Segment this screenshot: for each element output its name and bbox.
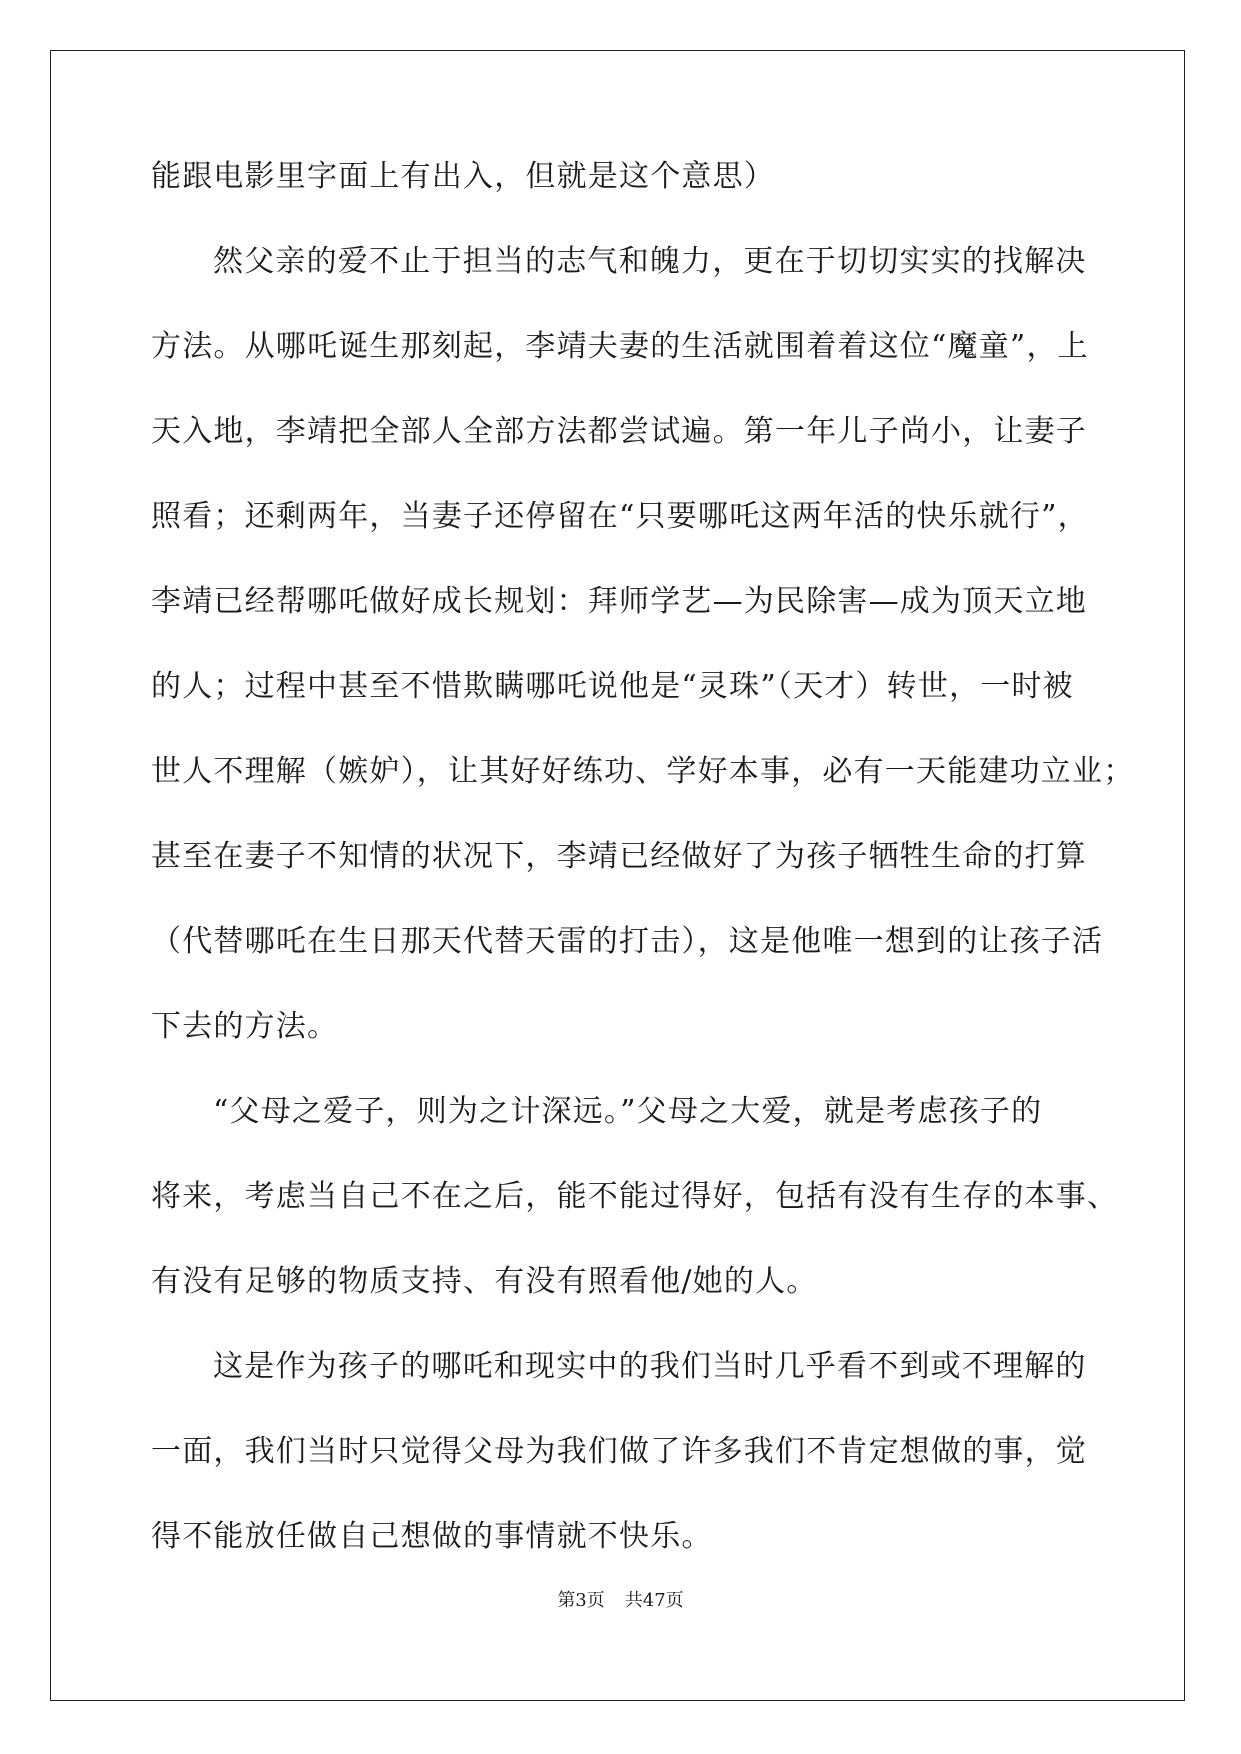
text-line: 得不能放任做自己想做的事情就不快乐。 (151, 1519, 713, 1554)
page-number: 第3页 (557, 1590, 605, 1611)
text-line: 的人；过程中甚至不惜欺瞒哪吒说他是“灵珠”（天才）转世，一时被 (151, 669, 1074, 704)
page-total: 共47页 (624, 1590, 684, 1611)
page-footer (0, 1586, 1241, 1612)
text-line: 有没有足够的物质支持、有没有照看他/她的人。 (151, 1264, 818, 1299)
document-body (151, 159, 1135, 1607)
text-line: 能跟电影里字面上有出入，但就是这个意思） (151, 159, 775, 194)
text-line: 照看；还剩两年，当妻子还停留在“只要哪吒这两年活的快乐就行”， (151, 499, 1089, 534)
text-line: 这是作为孩子的哪吒和现实中的我们当时几乎看不到或不理解的 (213, 1349, 1087, 1384)
text-line: 李靖已经帮哪吒做好成长规划：拜师学艺—为民除害—成为顶天立地 (151, 584, 1087, 619)
text-line: 然父亲的爱不止于担当的志气和魄力，更在于切切实实的找解决 (213, 244, 1087, 279)
text-line: （代替哪吒在生日那天代替天雷的打击），这是他唯一想到的让孩子活 (151, 924, 1104, 959)
text-line: 甚至在妻子不知情的状况下，李靖已经做好了为孩子牺牲生命的打算 (151, 839, 1087, 874)
text-line: “父母之爱子，则为之计深远。”父母之大爱，就是考虑孩子的 (213, 1094, 1043, 1129)
text-line: 天入地，李靖把全部人全部方法都尝试遍。第一年儿子尚小，让妻子 (151, 414, 1087, 449)
text-line: 下去的方法。 (151, 1009, 339, 1044)
text-line: 一面，我们当时只觉得父母为我们做了许多我们不肯定想做的事，觉 (151, 1434, 1087, 1469)
text-line: 世人不理解（嫉妒），让其好好练功、学好本事，必有一天能建功立业； (151, 754, 1135, 789)
text-line: 方法。从哪吒诞生那刻起，李靖夫妻的生活就围着着这位“魔童”，上 (151, 329, 1089, 364)
text-line: 将来，考虑当自己不在之后，能不能过得好，包括有没有生存的本事、 (151, 1179, 1119, 1214)
